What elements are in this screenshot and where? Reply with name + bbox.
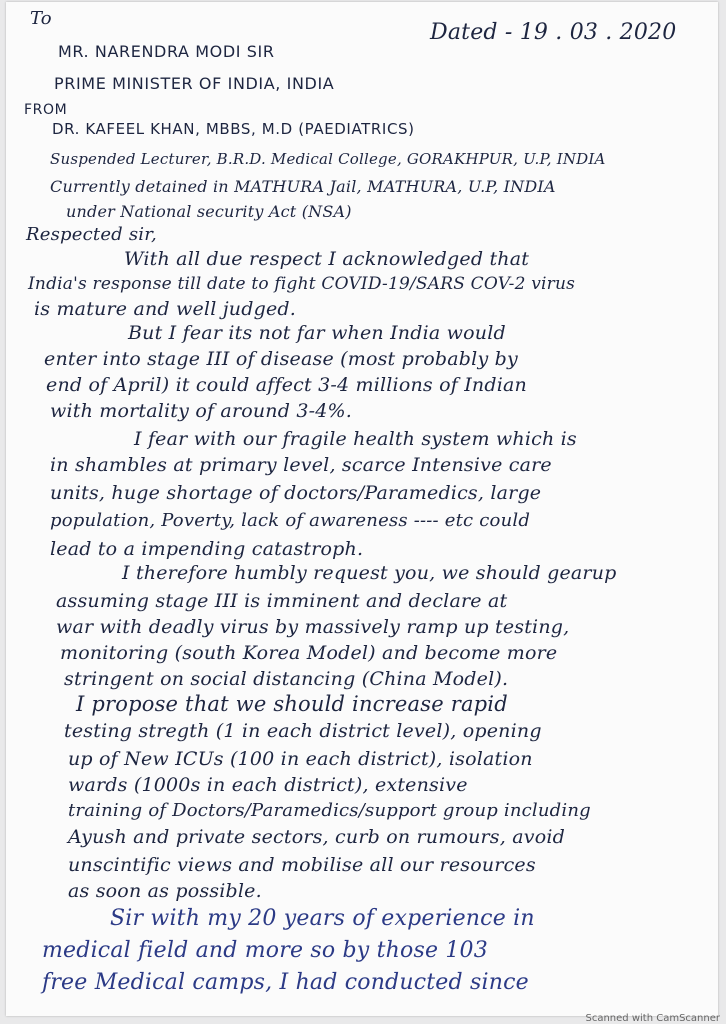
body-line: as soon as possible.	[68, 880, 262, 902]
body-line: I fear with our fragile health system which is	[134, 428, 577, 450]
sender-detention: Currently detained in MATHURA Jail, MATHURA, U.P, INDIA	[50, 177, 556, 196]
body-line: with mortality of around 3-4%.	[50, 400, 353, 422]
letter-date: Dated - 19 . 03 . 2020	[430, 20, 677, 45]
body-line: war with deadly virus by massively ramp up testing,	[56, 616, 570, 638]
body-line: population, Poverty, lack of awareness ---- etc could	[50, 510, 531, 531]
body-line: units, huge shortage of doctors/Paramedics, large	[50, 482, 542, 504]
body-line: Ayush and private sectors, curb on rumours, avoid	[68, 826, 565, 848]
sender-act: under National security Act (NSA)	[66, 202, 352, 221]
body-line: unscintific views and mobilise all our resources	[68, 854, 536, 876]
to-label: To	[30, 8, 52, 29]
body-line: lead to a impending catastroph.	[50, 538, 364, 560]
sender-position: Suspended Lecturer, B.R.D. Medical College, GORAKHPUR, U.P, INDIA	[50, 150, 606, 168]
scanner-watermark: Scanned with CamScanner	[585, 1013, 720, 1024]
body-line: But I fear its not far when India would	[128, 322, 506, 344]
body-line: stringent on social distancing (China Model).	[64, 668, 509, 690]
sender-name: DR. KAFEEL KHAN, MBBS, M.D (PAEDIATRICS)	[52, 120, 415, 138]
body-line: end of April) it could affect 3-4 millions of Indian	[46, 374, 527, 396]
body-line: testing stregth (1 in each district level), opening	[64, 720, 542, 742]
letter-page	[6, 2, 718, 1016]
body-line: is mature and well judged.	[34, 298, 297, 320]
recipient-name: MR. NARENDRA MODI SIR	[58, 42, 275, 61]
body-line: Sir with my 20 years of experience in	[110, 906, 535, 931]
body-line: monitoring (south Korea Model) and become more	[60, 642, 558, 664]
body-line: medical field and more so by those 103	[42, 938, 488, 963]
body-line: India's response till date to fight COVID-19/SARS COV-2 virus	[28, 274, 576, 294]
body-line: up of New ICUs (100 in each district), isolation	[68, 748, 533, 770]
body-line: I propose that we should increase rapid	[76, 692, 508, 716]
body-line: wards (1000s in each district), extensive	[68, 774, 468, 796]
body-line: I therefore humbly request you, we should gearup	[122, 562, 617, 584]
body-line: training of Doctors/Paramedics/support group including	[68, 800, 591, 821]
recipient-title: PRIME MINISTER OF INDIA, INDIA	[54, 74, 335, 93]
body-line: assuming stage III is imminent and declare at	[56, 590, 508, 612]
from-label: FROM	[24, 102, 68, 118]
body-line: With all due respect I acknowledged that	[124, 248, 530, 270]
salutation: Respected sir,	[26, 224, 157, 245]
body-line: in shambles at primary level, scarce Intensive care	[50, 454, 552, 476]
body-line: free Medical camps, I had conducted since	[42, 970, 529, 995]
body-line: enter into stage III of disease (most probably by	[44, 348, 518, 370]
